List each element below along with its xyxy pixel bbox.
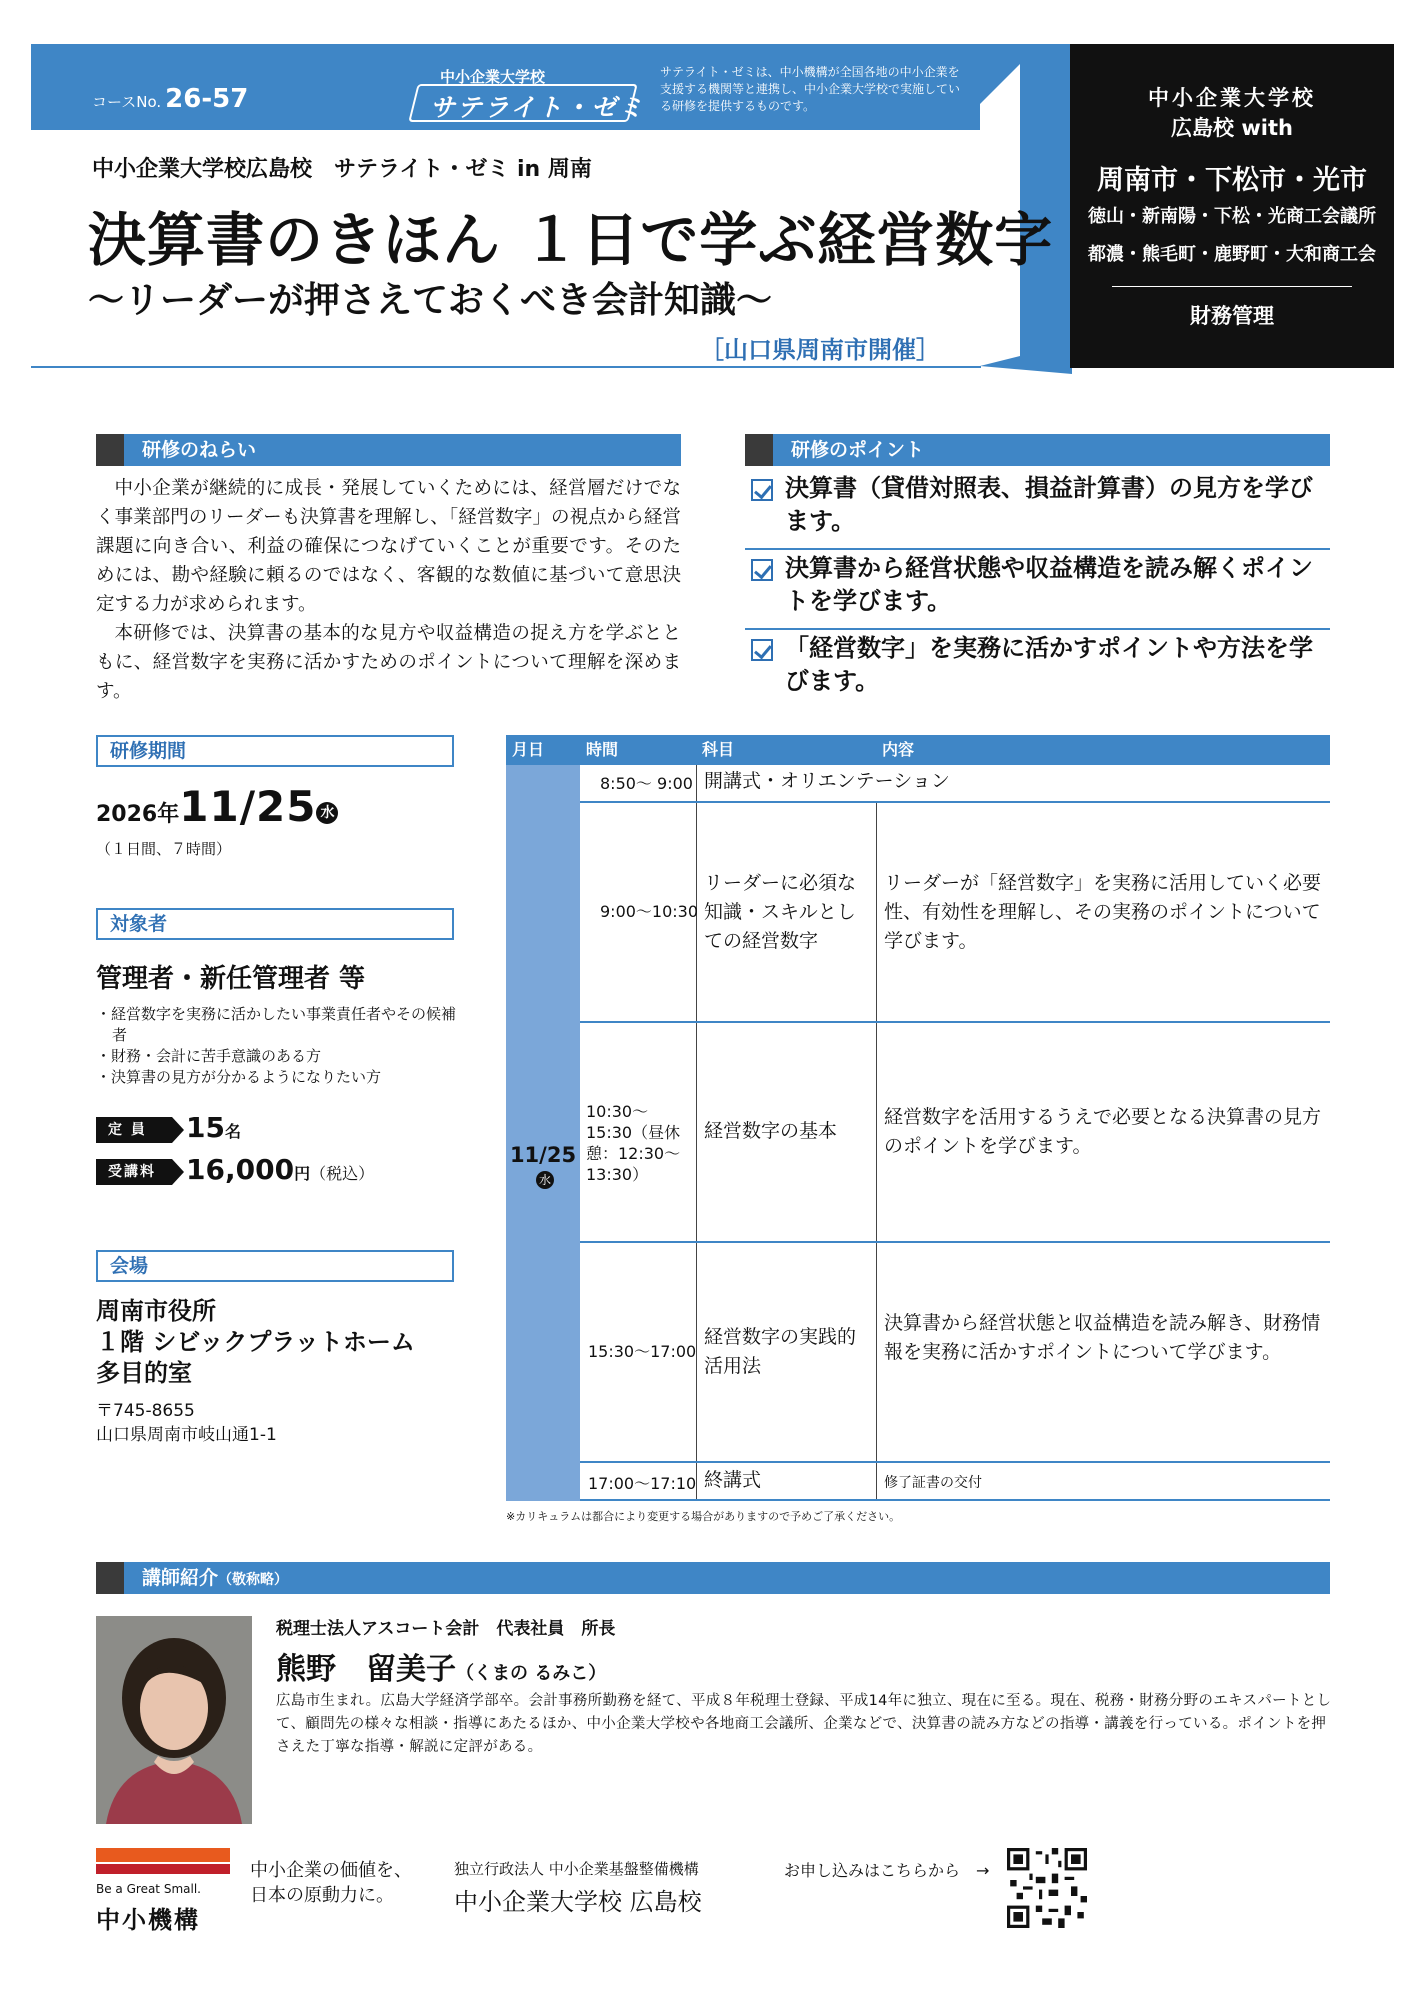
row-subject: 経営数字の実践的活用法 bbox=[704, 1326, 857, 1377]
capacity-value: 15名 bbox=[186, 1111, 241, 1144]
qr-code-icon[interactable] bbox=[1007, 1848, 1087, 1928]
logo-mark bbox=[96, 1848, 230, 1862]
list-item: ・決算書の見方が分かるようになりたい方 bbox=[96, 1068, 382, 1086]
course-number: コースNo. 26-57 bbox=[92, 84, 249, 114]
row-content: リーダーが「経営数字」を実務に活用していく必要性、有効性を理解し、その実務のポイントについて学びます。 bbox=[884, 872, 1322, 952]
instructor-organization: 税理士法人アスコート会計 代表社員 所長 bbox=[276, 1619, 616, 1639]
page-title: 決算書のきほん １日で学ぶ経営数字 bbox=[88, 206, 1054, 274]
aim-heading: 研修のねらい bbox=[96, 434, 681, 466]
schedule-dow: 水 bbox=[536, 1171, 554, 1189]
instructor-heading: 講師紹介（敬称略） bbox=[96, 1562, 1330, 1594]
schedule-date: 11/25 bbox=[509, 1143, 577, 1167]
header-time: 時間 bbox=[586, 740, 619, 759]
satellite-logo: サテライト・ゼミ bbox=[430, 93, 646, 122]
row-divider bbox=[580, 801, 1330, 803]
instructor-bio: 広島市生まれ。広島大学経済学部卒。会計事務所勤務を経て、平成８年税理士登録、平成14年に独立、現在に至る。現在、税務・財務分野のエキスパートとして、顧問先の様々な相談・指導にあたるほか、中小企業大学校や各地商工会議所、企業などで、決算書の読み方などの指導・講義を行っている。ポイントを押さえた丁寧な指導・解説に定評がある。 bbox=[276, 1693, 1332, 1755]
row-content: 決算書から経営状態と収益構造を読み解き、財務情報を実務に活かすポイントについて学びます。 bbox=[884, 1312, 1321, 1363]
venue-label: 会場 bbox=[96, 1250, 454, 1282]
points-heading: 研修のポイント bbox=[745, 434, 1330, 466]
row-divider bbox=[580, 1241, 1330, 1243]
fee-value: 16,000円（税込） bbox=[186, 1153, 375, 1186]
checkbox-icon bbox=[751, 559, 773, 581]
school-organization: 独立行政法人 中小企業基盤整備機構 bbox=[454, 1860, 699, 1878]
side-block-divider bbox=[1112, 286, 1352, 287]
row-time: 8:50～ 9:00 bbox=[600, 774, 693, 793]
row-time: 15:30～17:00 bbox=[588, 1342, 697, 1361]
period-label: 研修期間 bbox=[96, 735, 454, 767]
logo-mark bbox=[96, 1864, 230, 1874]
satellite-caption: 中小企業大学校 bbox=[440, 68, 546, 86]
row-divider bbox=[580, 1021, 1330, 1023]
schedule-header bbox=[506, 735, 1330, 765]
schedule-table bbox=[506, 735, 1330, 1501]
header-date: 月日 bbox=[512, 740, 545, 759]
row-time: 9:00～10:30 bbox=[600, 902, 699, 921]
side-block-campus: 広島校 with bbox=[1171, 116, 1293, 140]
aim-paragraph-2: 本研修では、決算書の基本的な見方や収益構造の捉え方を学ぶとともに、経営数字を実務に活かすためのポイントについて理解を深めます。 bbox=[96, 623, 681, 702]
target-main: 管理者・新任管理者 等 bbox=[96, 964, 366, 994]
instructor-name: 熊野 留美子（くまの るみこ） bbox=[276, 1652, 607, 1687]
row-time: 10:30～15:30（昼休憩：12:30～13:30） bbox=[586, 1102, 681, 1184]
fee-label: 受講料 bbox=[96, 1159, 172, 1185]
venue-name: 周南市役所 １階 シビックプラットホーム 多目的室 bbox=[96, 1297, 415, 1387]
sub-title: 中小企業大学校広島校 サテライト・ゼミ in 周南 bbox=[92, 157, 592, 182]
venue-address: 山口県周南市岐山通1-1 bbox=[96, 1425, 277, 1445]
header-divider bbox=[31, 366, 981, 368]
side-block-school: 中小企業大学校 bbox=[1148, 86, 1316, 110]
school-name: 中小企業大学校 広島校 bbox=[454, 1888, 702, 1916]
aim-paragraph-1: 中小企業が継続的に成長・発展していくためには、経営層だけでなく事業部門のリーダーも決算書を理解し、「経営数字」の視点から経営課題に向き合い、利益の確保につなげていくことが重要です。そのためには、勘や経験に頼るのではなく、客観的な数値に基づいて意思決定する力が求められます。 bbox=[96, 478, 681, 615]
header-content: 内容 bbox=[882, 740, 915, 759]
target-list bbox=[96, 1004, 466, 1088]
row-subject: 終講式 bbox=[704, 1469, 762, 1491]
row-content: 経営数字を活用するうえで必要となる決算書の見方のポイントを学びます。 bbox=[884, 1106, 1322, 1157]
list-item: ・財務・会計に苦手意識のある方 bbox=[96, 1047, 322, 1065]
point-item: 「経営数字」を実務に活かすポイントや方法を学びます。 bbox=[745, 632, 1330, 698]
period-date: 2026年11/25 水 bbox=[96, 782, 338, 831]
schedule-note: ※カリキュラムは都合により変更する場合がありますので予めご了承ください。 bbox=[506, 1510, 901, 1523]
column-divider bbox=[876, 801, 877, 1501]
location-tag: ［山口県周南市開催］ bbox=[700, 336, 940, 364]
schedule-date-column bbox=[506, 765, 580, 1501]
row-subject: 開講式・オリエンテーション bbox=[704, 770, 950, 792]
row-subject: 経営数字の基本 bbox=[704, 1120, 838, 1142]
row-divider bbox=[580, 1461, 1330, 1463]
instructor-photo bbox=[96, 1616, 252, 1824]
side-block-cities: 周南市・下松市・光市 bbox=[1097, 165, 1367, 196]
target-label: 対象者 bbox=[96, 908, 454, 940]
point-item: 決算書から経営状態や収益構造を読み解くポイントを学びます。 bbox=[745, 552, 1330, 618]
checkbox-icon bbox=[751, 479, 773, 501]
side-block-chambers: 徳山・新南陽・下松・光商工会議所 bbox=[1088, 206, 1376, 227]
side-block-associations: 都濃・熊毛町・鹿野町・大和商工会 bbox=[1088, 244, 1376, 265]
list-item: ・経営数字を実務に活かしたい事業責任者やその候補者 bbox=[96, 1005, 457, 1044]
aim-body bbox=[96, 474, 681, 706]
header-subject: 科目 bbox=[702, 740, 735, 759]
category-label: 財務管理 bbox=[1190, 304, 1274, 328]
apply-link[interactable]: お申し込みはこちらから → bbox=[784, 1861, 990, 1880]
point-divider bbox=[745, 548, 1330, 550]
venue-zip: 〒745-8655 bbox=[96, 1401, 195, 1421]
checkbox-icon bbox=[751, 639, 773, 661]
satellite-description: サテライト・ゼミは、中小機構が全国各地の中小企業を支援する機関等と連携し、中小企業大学校で実施している研修を提供するものです。 bbox=[660, 65, 961, 113]
logo-tagline: Be a Great Small. bbox=[96, 1882, 201, 1896]
sub-heading: ～リーダーが押さえておくべき会計知識～ bbox=[88, 280, 773, 321]
column-divider bbox=[696, 765, 697, 1501]
row-divider bbox=[580, 1499, 1330, 1501]
row-time: 17:00～17:10 bbox=[588, 1474, 697, 1493]
capacity-label: 定 員 bbox=[96, 1117, 172, 1143]
point-divider bbox=[745, 628, 1330, 630]
slogan: 中小企業の価値を、 日本の原動力に。 bbox=[250, 1860, 412, 1906]
point-item: 決算書（貸借対照表、損益計算書）の見方を学びます。 bbox=[745, 472, 1330, 538]
period-note: （１日間、７時間） bbox=[96, 840, 232, 858]
row-subject: リーダーに必須な知識・スキルとしての経営数字 bbox=[704, 872, 857, 952]
row-content: 修了証書の交付 bbox=[884, 1475, 982, 1491]
logo-name: 中小機構 bbox=[96, 1906, 200, 1934]
